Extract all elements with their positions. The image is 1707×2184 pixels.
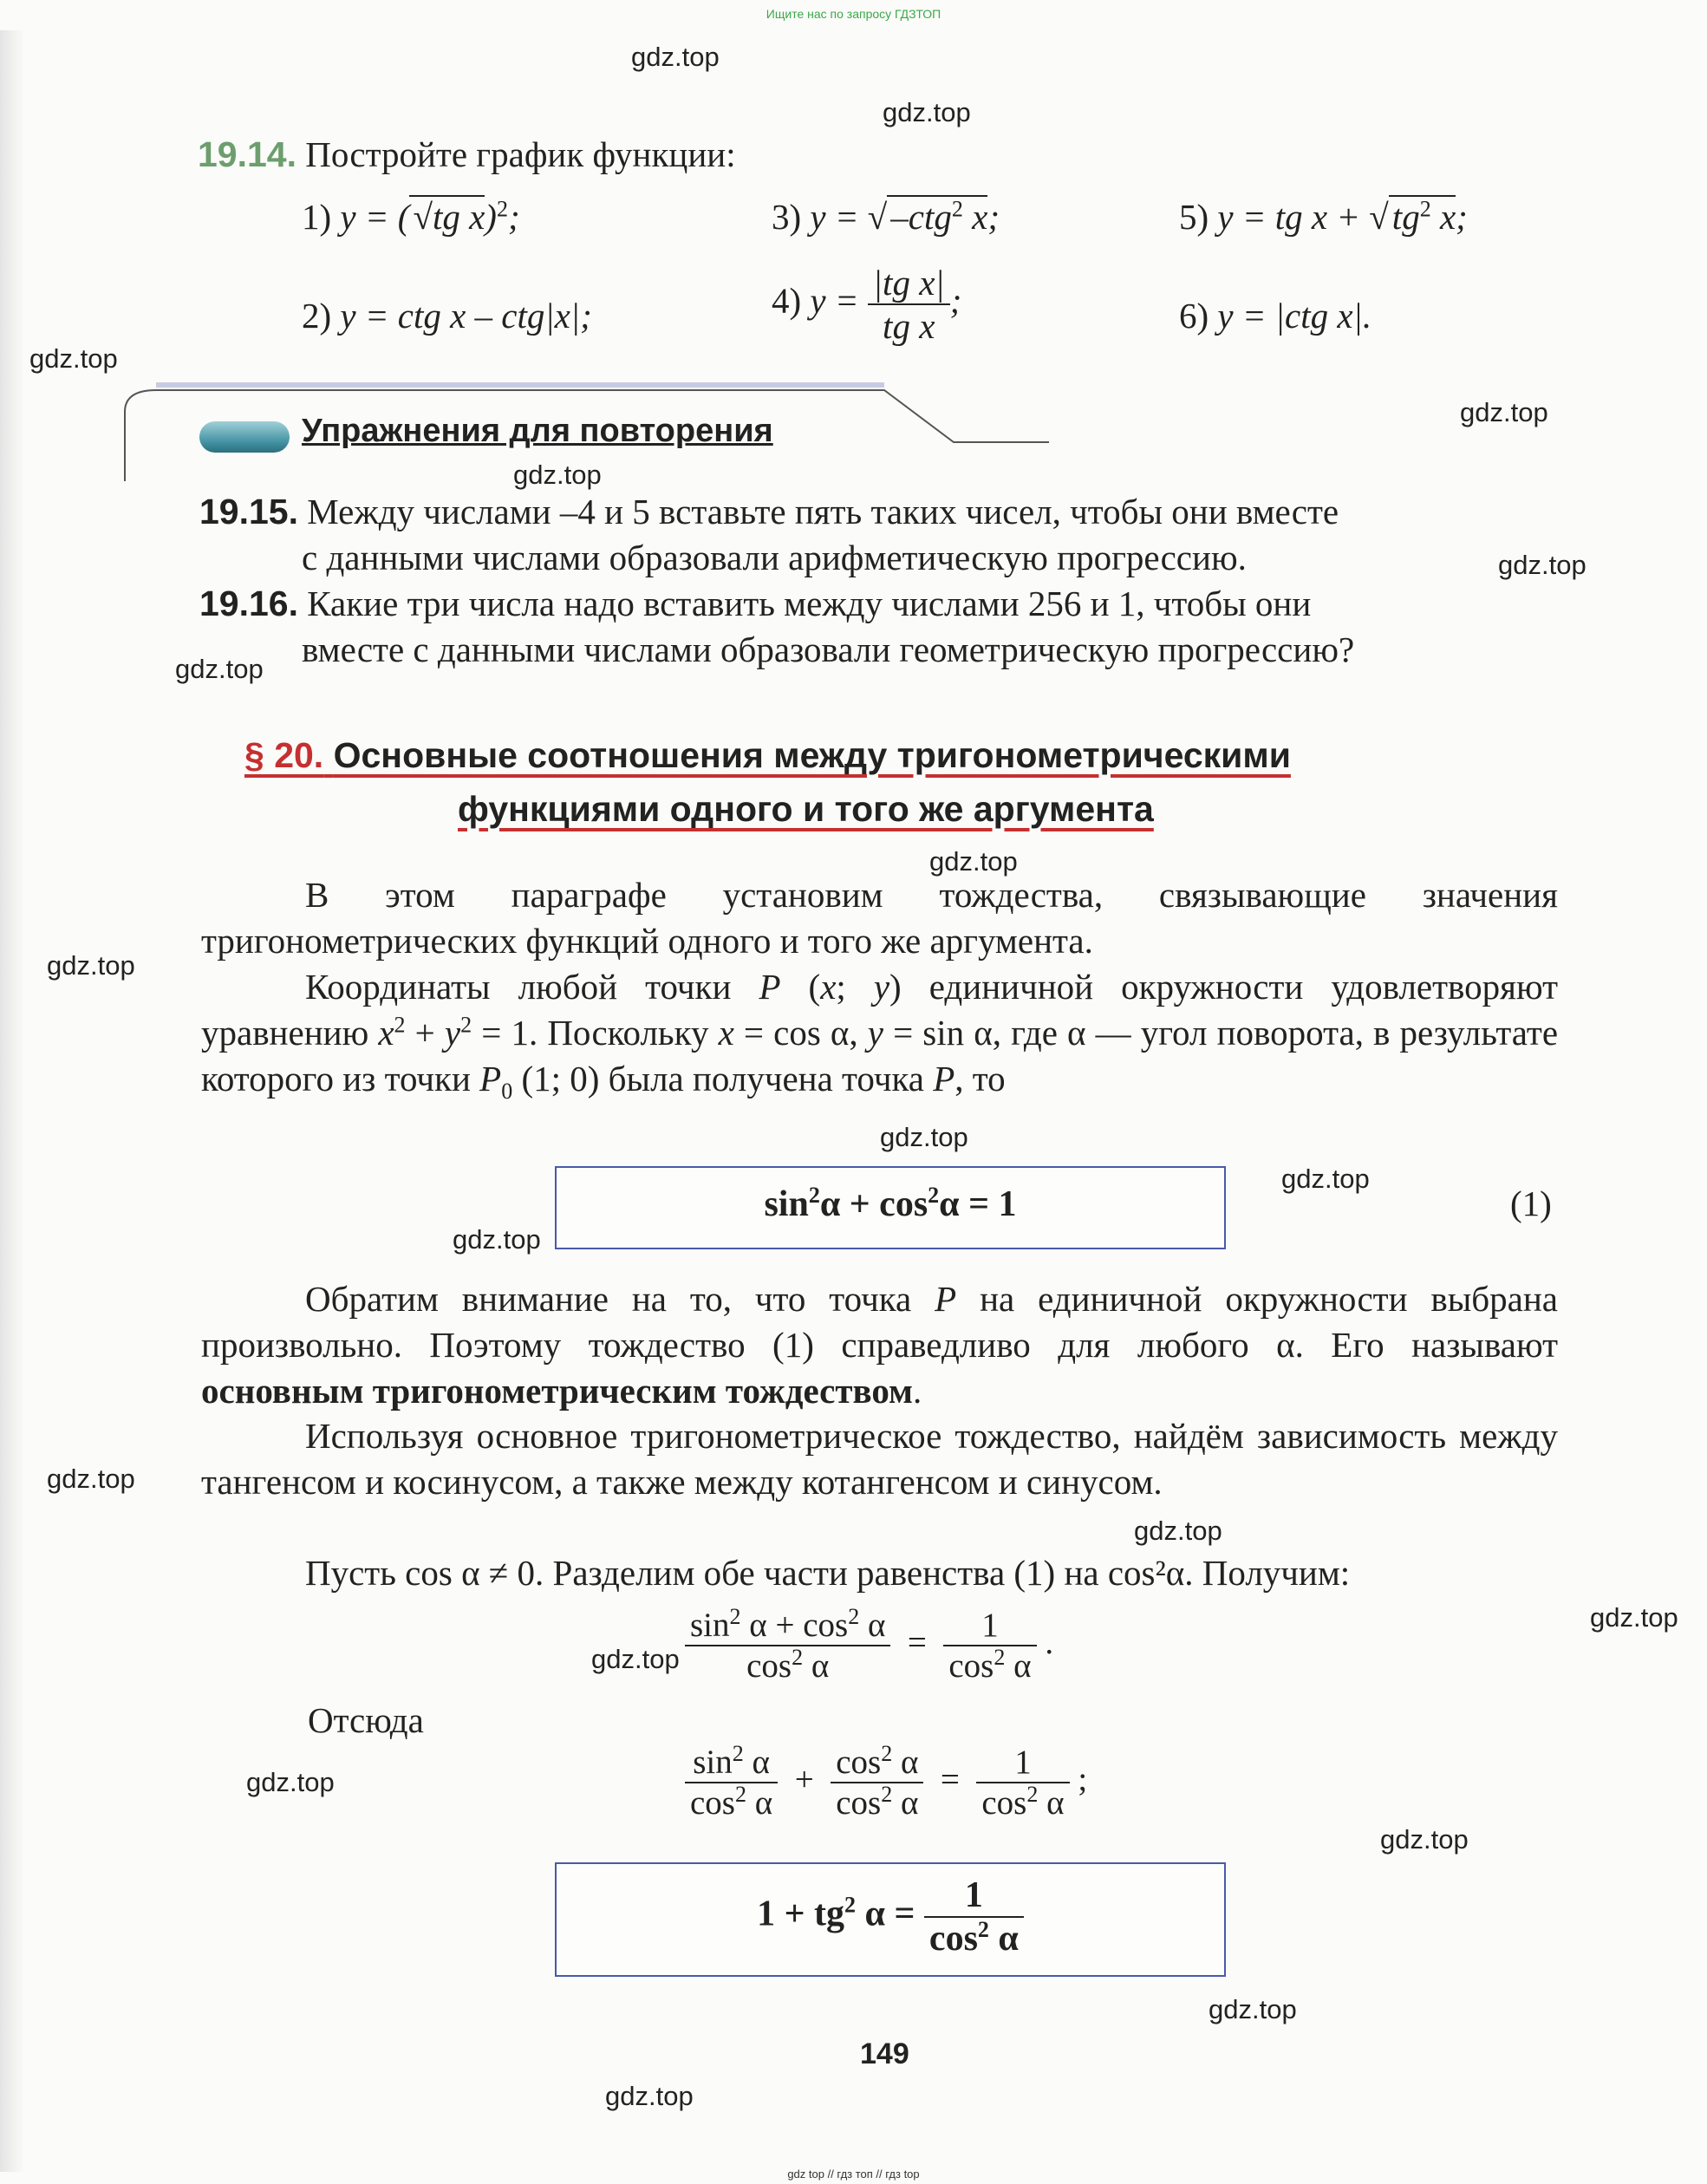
watermark: gdz.top — [1134, 1516, 1222, 1546]
section-title-line1: § 20. Основные соотношения между тригонометрическими — [244, 735, 1291, 775]
footer-note: gdz top // гдз топ // гдз top — [787, 2168, 920, 2181]
watermark: gdz.top — [591, 1644, 680, 1674]
exercise-number: 19.15. — [199, 492, 298, 531]
exercise-number: 19.16. — [199, 583, 298, 623]
watermark: gdz.top — [1380, 1824, 1469, 1855]
task-3: 3) y = √–ctg$^2$ x; — [772, 196, 1000, 237]
page-number: 149 — [860, 2037, 909, 2070]
exercise-19-16: 19.16. Какие три числа надо вставить между числами 256 и 1, чтобы они — [199, 583, 1312, 623]
watermark: gdz.top — [246, 1767, 335, 1797]
section-title-line2: функциями одного и того же аргумента — [458, 789, 1154, 829]
paragraph-2: Координаты любой точки P (x; y) единичной окружности удовлетворяют уравнению $x^2 + y^2 = 1$. Поскольку x = cos α, y = sin α, где α — угол поворота, в результате которого из точки $P_0$ (1; 0) была получена точка P, то — [201, 967, 1559, 1105]
watermark: gdz.top — [47, 1464, 135, 1494]
task-5: 5) y = tg $x + √tg^2$ x; — [1179, 196, 1468, 237]
page-fold-shadow — [0, 30, 24, 2172]
equation-label: (1) — [1510, 1183, 1552, 1223]
header-note: Ищите нас по запросу ГДЗТОП — [766, 7, 941, 21]
identity-formula-1: $\sin^2\alpha + \cos^2\alpha = 1$ — [764, 1183, 1017, 1224]
identity-formula-2: $1 + tg^2$ α = $\frac{1}{\cos^2 \alpha}$ — [555, 1874, 1226, 1959]
repeat-pill-icon — [199, 421, 290, 453]
watermark: gdz.top — [1590, 1602, 1678, 1633]
task-2: 2) y = ctg x – ctg|x|; — [302, 296, 592, 336]
watermark: gdz.top — [631, 42, 720, 72]
watermark: gdz.top — [605, 2081, 694, 2111]
watermark: gdz.top — [1281, 1164, 1370, 1194]
bold-term: основным тригонометрическим тождеством — [201, 1371, 913, 1411]
exercise-19-15-line2: с данными числами образовали арифметическую прогрессию. — [302, 538, 1247, 577]
watermark: gdz.top — [1460, 397, 1548, 427]
paragraph-1: В этом параграфе установим тождества, связывающие значения тригонометрических функций одного и того же аргумента. — [201, 875, 1558, 961]
exercise-text: Постройте график функции: — [305, 134, 736, 174]
paragraph-3: Обратим внимание на то, что точка P на единичной окружности выбрана произвольно. Поэтому тождество (1) справедливо для любого α. Его называют основным тригонометрическим тождеством. — [201, 1279, 1558, 1411]
paragraph-4: Используя основное тригонометрическое тождество, найдём зависимость между тангенсом и косинусом, а также между котангенсом и синусом. — [201, 1416, 1558, 1502]
watermark: gdz.top — [1498, 550, 1586, 580]
watermark: gdz.top — [175, 654, 264, 684]
exercise-19-14 — [198, 132, 736, 178]
exercise-number: 19.14. — [198, 134, 296, 174]
watermark: gdz.top — [47, 950, 135, 981]
task-6: 6) y = |ctg x|. — [1179, 296, 1372, 336]
fraction-equation-1: $\frac{\sin^2 \alpha + \cos^2 \alpha}{\cos^2 \alpha}$ = $\frac{1}{\cos^2 \alpha}$ . — [685, 1606, 1053, 1685]
watermark: gdz.top — [883, 97, 971, 127]
watermark: gdz.top — [453, 1224, 541, 1255]
watermark: gdz.top — [29, 343, 118, 374]
otsyuda-text: Отсюда — [308, 1700, 424, 1740]
watermark: gdz.top — [513, 460, 602, 490]
repeat-title: Упражнения для повторения — [302, 413, 773, 449]
section-number: § 20. — [244, 735, 324, 775]
exercise-19-16-line2: вместе с данными числами образовали геометрическую прогрессию? — [302, 629, 1355, 669]
watermark: gdz.top — [1209, 1994, 1297, 2024]
task-4: 4) y = $\frac{\text{|tg x|}}{\text{tg x}}$ ; — [772, 263, 962, 346]
exercise-19-15: 19.15. Между числами –4 и 5 вставьте пять таких чисел, чтобы они вместе — [199, 492, 1339, 531]
watermark: gdz.top — [880, 1122, 968, 1152]
fraction-equation-2: $\frac{\sin^2 \alpha}{\cos^2 \alpha}$ + $\frac{\cos^2 \alpha}{\cos^2 \alpha}$ = $\frac{1}{\cos^2 \alpha}$ ; — [685, 1743, 1087, 1822]
task-1: 1) y = (√tg x)$^2$; — [302, 196, 520, 237]
watermark: gdz.top — [929, 846, 1018, 877]
paragraph-5: Пусть cos α ≠ 0. Разделим обе части равенства (1) на cos²α. Получим: — [305, 1553, 1351, 1593]
